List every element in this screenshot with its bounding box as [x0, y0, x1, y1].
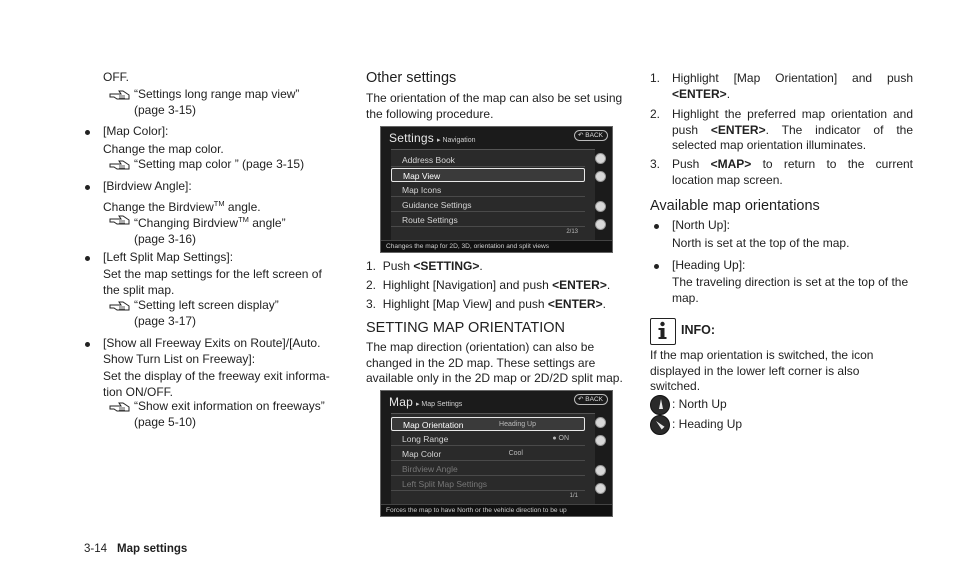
trademark: TM [238, 215, 249, 224]
scroll-up-icon [595, 417, 606, 428]
section-title: Map settings [117, 543, 188, 555]
menu-item-map-view: Map View [391, 168, 585, 182]
scroll-up-icon [595, 171, 606, 182]
step-3-right: 3. Push <MAP> to return to the current location map screen. [650, 157, 914, 187]
screen-footer: Changes the map for 2D, 3D, orientation and split views [381, 240, 612, 252]
scroll-down-icon [595, 483, 606, 494]
scroll-down-icon [595, 219, 606, 230]
reference-link[interactable] [109, 157, 304, 173]
map-settings-screen-image [380, 390, 613, 517]
heading-setting-map-orientation: SETTING MAP ORIENTATION [366, 320, 565, 336]
menu-item-guidance-settings: Guidance Settings [391, 198, 585, 212]
menu-item-birdview-angle: Birdview Angle [391, 462, 585, 476]
bullet-label-left-split: [Left Split Map Settings]: [103, 250, 234, 264]
menu-item-map-orientation: Map Orientation Heading Up [391, 417, 585, 431]
page-footer [84, 543, 187, 555]
reference-link[interactable]: “Changing Birdview™ angle” (page 3-16) [109, 212, 286, 247]
pointing-hand-icon [109, 158, 131, 172]
freeway-exits-description: Set the display of the freeway exit informa- tion ON/OFF. [103, 369, 330, 399]
menu-item-route-settings: Route Settings [391, 213, 585, 227]
reference-text: “Setting map color ” (page 3-15) [134, 157, 305, 171]
scroll-down-icon [595, 201, 606, 212]
reference-page: (page 5-10) [134, 414, 197, 429]
bullet-label-freeway-exits: [Show all Freeway Exits on Route]/[Auto. Show Turn List on Freeway]: [103, 336, 321, 366]
heading-up-label: : Heading Up [672, 417, 743, 431]
info-icon [650, 318, 676, 345]
menu-item-map-icons: Map Icons [391, 183, 585, 197]
page-indicator: 2/13 [566, 229, 578, 235]
bullet-label-heading-up: [Heading Up]: [672, 258, 746, 272]
reference-page: (page 3-16) [134, 231, 197, 246]
bullet [85, 130, 90, 135]
off-text: OFF. [103, 70, 129, 84]
settings-screen-image [380, 126, 613, 253]
reference-text: “Setting left screen display” [134, 298, 279, 312]
bullet-label-map-color: [Map Color]: [103, 124, 169, 138]
bullet [654, 264, 659, 269]
menu-item-left-split-map-settings: Left Split Map Settings [391, 477, 585, 491]
bullet [85, 256, 90, 261]
bullet [85, 185, 90, 190]
reference-text: “Show exit information on freeways” [134, 399, 325, 413]
reference-page: (page 3-17) [134, 313, 197, 328]
heading-other-settings: Other settings [366, 70, 457, 86]
reference-link[interactable] [109, 399, 325, 430]
other-settings-paragraph: The orientation of the map can also be set using the following procedure. [366, 91, 623, 121]
menu-item-map-color: Map Color Cool [391, 447, 585, 461]
step-1: 1. Push <SETTING>. [366, 259, 483, 273]
bullet-label-birdview-angle: [Birdview Angle]: [103, 179, 192, 193]
reference-link[interactable] [109, 298, 279, 329]
map-color-description: Change the map color. [103, 142, 224, 156]
bullet-label-north-up: [North Up]: [672, 218, 731, 232]
scroll-up-icon [595, 435, 606, 446]
screen-title: Settings ▸ Navigation [389, 131, 476, 145]
heading-up-description: The traveling direction is set at the top of the map. [672, 275, 909, 305]
bullet [654, 224, 659, 229]
scroll-up-icon [595, 153, 606, 164]
heading-available-orientations: Available map orientations [650, 198, 820, 214]
info-label: INFO: [681, 323, 716, 337]
step-1-right: 1. Highlight [Map Orientation] and push <ENTER>. [650, 71, 913, 101]
menu-item-long-range: Long Range ● ON [391, 432, 585, 446]
north-up-compass-icon [650, 395, 670, 415]
north-up-description: North is set at the top of the map. [672, 236, 850, 250]
screen-footer: Forces the map to have North or the vehicle direction to be up [381, 504, 612, 516]
page-number: 3-14 [84, 543, 108, 555]
scroll-down-icon [595, 465, 606, 476]
pointing-hand-icon [109, 400, 131, 414]
heading-up-compass-icon [650, 415, 670, 435]
step-2: 2. Highlight [Navigation] and push <ENTER>. [366, 278, 611, 292]
trademark: TM [213, 199, 225, 208]
reference-page: (page 3-15) [134, 102, 197, 117]
back-button: ↶ BACK [574, 394, 608, 405]
reference-link[interactable] [109, 87, 299, 118]
bullet [85, 342, 90, 347]
reference-text: “Settings long range map view” [134, 87, 300, 101]
pointing-hand-icon [109, 299, 131, 313]
left-split-description: Set the map settings for the left screen of the split map. [103, 267, 322, 297]
page-indicator: 1/1 [569, 493, 578, 499]
screen-title: Map ▸ Map Settings [389, 395, 463, 409]
pointing-hand-icon [109, 213, 131, 227]
step-3: 3. Highlight [Map View] and push <ENTER>. [366, 297, 606, 311]
step-2-right: 2. Highlight the preferred map orientation and push <ENTER>. The indicator of the selected map orientation illuminates. [650, 107, 913, 152]
menu-item-address-book: Address Book [391, 153, 585, 167]
birdview-description: Change the Birdview™ angle. [103, 199, 261, 214]
north-up-label: : North Up [672, 397, 727, 411]
info-text: If the map orientation is switched, the icon displayed in the lower left corner is also switched. [650, 348, 874, 393]
back-button: ↶ BACK [574, 130, 608, 141]
pointing-hand-icon [109, 88, 131, 102]
map-orientation-paragraph: The map direction (orientation) can also be changed in the 2D map. These settings are available only in the 2D map or 2D/2D split map. [366, 340, 623, 385]
